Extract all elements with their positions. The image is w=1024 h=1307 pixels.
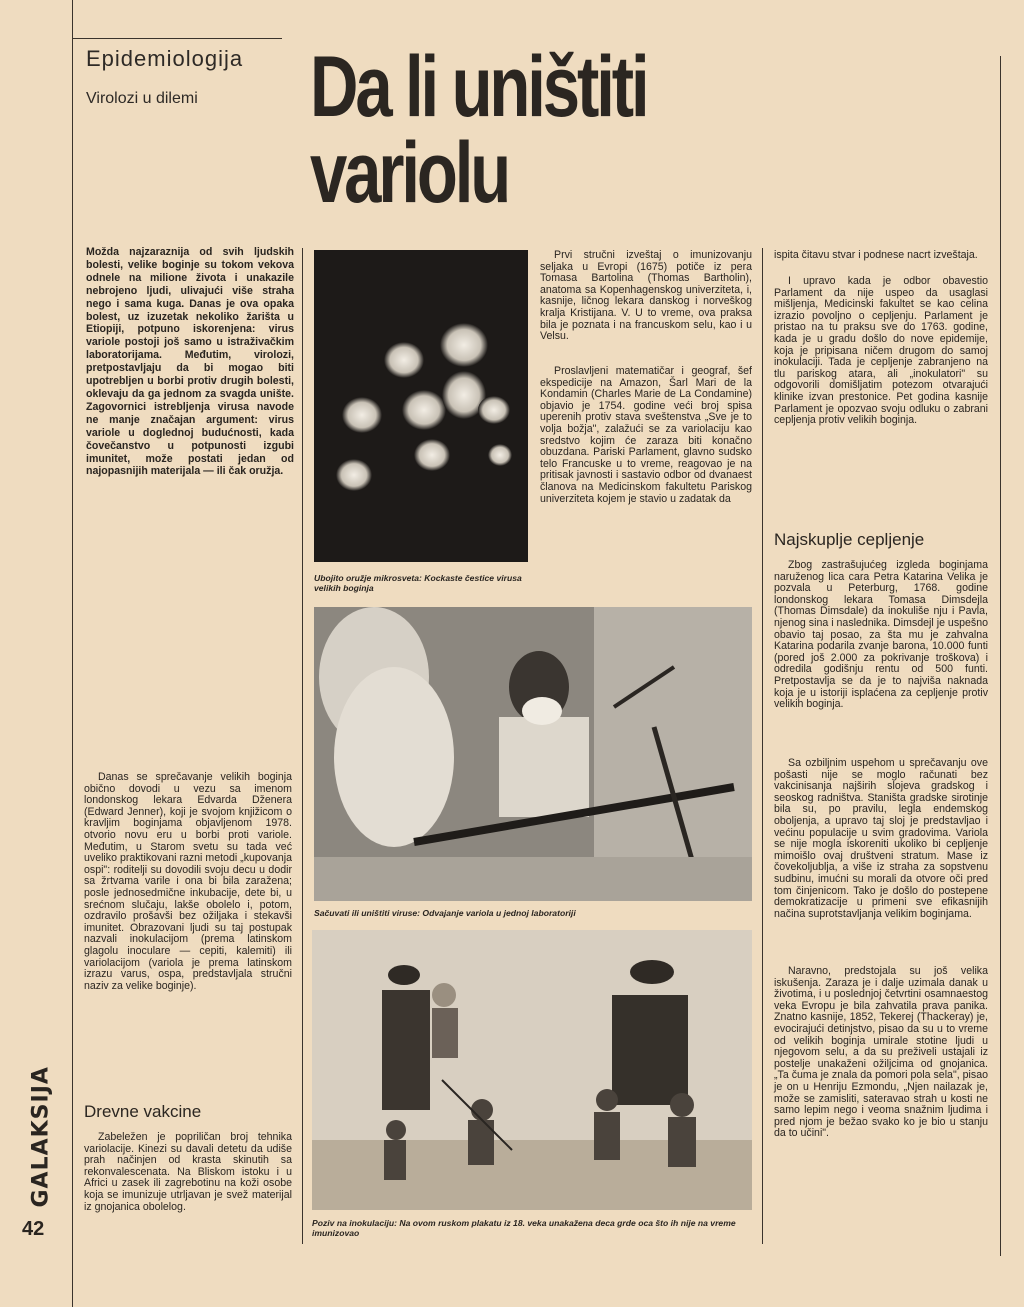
caption-photo-2: Sačuvati ili uništiti viruse: Odvajanje variola u jednoj laboratoriji	[314, 908, 576, 918]
caption-photo-3: Poziv na inokulaciju: Na ovom ruskom plakatu iz 18. veka unakažena deca grde oca što ih nije na vreme imunizovao	[312, 1218, 736, 1238]
header-rule	[72, 38, 282, 39]
subhead-najskuplje-cepljenje: Najskuplje cepljenje	[774, 530, 925, 549]
subhead-drevne-vakcine: Drevne vakcine	[84, 1102, 202, 1121]
column-1-body-2: Zabeležen je popriličan broj tehnika variolacije. Kinezi su davali detetu da udiše prah načinjen od krasta skinutih sa rekonvalescenata. Na Bliskom istoku i u Africi u zasek ili zagrebotinu na koži osobe koja se imunizuje utrljavan je svež materijal iz gnojanica obolelog.	[84, 1131, 292, 1213]
title-line-2: variolu	[310, 125, 509, 221]
photo-russian-poster	[312, 930, 752, 1210]
laboratory-image	[314, 607, 752, 901]
column-divider-2	[762, 248, 763, 1244]
page-number: 42	[22, 1218, 45, 1240]
caption-photo-1: Ubojito oružje mikrosveta: Kockaste čestice virusa velikih boginja	[314, 573, 522, 593]
column-4-body-5: Naravno, predstojala su još velika iskušenja. Zaraza je i dalje uzimala danak u životima, i u poslednjoj četvrtini osamnaestog veka Evropu je bila zahvatila prava panika. Znatno kasnije, 1852, Tekerej (Thackeray) je, evocirajući detinjstvo, pisao da su u to vreme od velikih boginja umirale stotine ljudi u njegovom selu, a da su preživeli ustajali iz postelje unakaženi ožiljcima od gnojanica. „Ta čuma je znala da pomori pola sela", pisao je on u Henriju Ezmondu, „Njen nailazak je, može se zamisliti, sateravao strah u kosti ne samo lepim nego i veoma snažnim ljudima i pred njom je bežao svako ko je bio u stanju da to učini".	[774, 965, 988, 1140]
photo-virus-particles	[314, 250, 528, 562]
virus-particles-image	[314, 250, 528, 562]
column-divider-1	[302, 248, 303, 1244]
section-label: Epidemiologija	[86, 46, 244, 71]
right-margin-rule	[1000, 56, 1001, 1256]
page-title	[310, 39, 677, 221]
column-1-body: Danas se sprečavanje velikih boginja obično dovodi u vezu sa imenom londonskog lekara Edvarda Dženera (Edward Jenner), koji je svojom knjižicom o kravljim boginjama objavljenom 1978. otvorio novu eru u borbi proti variole. Međutim, u Starom svetu su tada već uveliko praktikovani razni metodi „kupovanja ospi": roditelji su dovodili svoju decu u dodir sa žrtvama varile i ona bi bila zaražena; posle jednosedmične inkubacije, dete bi, u srećnom slučaju, lakše obolelo i, potom, ozdravilo prošavši bez ožiljaka i stekavši imunitet. Obrazovani ljudi su taj postupak nazvali inokulacijom (prema latinskom glagolu inoculare — cepiti, kalemiti) ili variolacijom (variola je prema latinskom izrazu varus, ospa, predstavljala stručni naziv za velike boginje).	[84, 771, 292, 992]
poster-image	[312, 930, 752, 1210]
column-4-body-4: Sa ozbiljnim uspehom u sprečavanju ove pošasti nije se moglo računati bez vakcinisanja najširih slojeva gradskog i seoskog radništva. Staništa gradske sirotinje bila su, po pravilu, legla endemskog oboljenja, a upravo taj sloj je predstavljao i većinu populacije u svim gradovima. Variola se nije mogla iskoreniti ukoliko bi cepljenje mimoišlo ovaj društveni stratum. Mase iz čovekoljublja, a više iz straha za sopstvenu sudbinu, imućni su morali da otvore oči pred tom činjenicom. Tako je došlo do postepene demokratizacije u primeni sve efikasnijih načina suprotstavljanja velikim boginjama.	[774, 757, 988, 920]
magazine-logo	[20, 1066, 60, 1210]
lead-paragraph: Možda najzaraznija od svih ljudskih bolesti, velike boginje su tokom vekova odnele na milione života i unakazile nebrojeno ljudi, ulivajući više straha nego i sama kuga. Danas je ova opaka bolest, uz izuzetak nekoliko žarišta u Etiopiji, potpuno iskorenjena: virus variole postoji još samo u istraživačkim laboratorijama. Međutim, virolozi, pretpostavljaju da bi mogao biti upotrebljen u borbi protiv drugih bolesti, oklevaju da ga jednom za svagda unište. Zagovornici istrebljenja virusa navode ne manje značajan argument: virus variole u doglednoj budućnosti, kada čovečanstvo u potpunosti izgubi imunitet, može postati jedan od najopasnijih materijala — ili čak oružja.	[86, 246, 294, 478]
photo-laboratory	[314, 607, 752, 901]
subsection-label: Virolozi u dilemi	[86, 90, 198, 107]
magazine-name: GALAKSIJA	[28, 1066, 54, 1208]
column-4-body: ispita čitavu stvar i podnese nacrt izveštaja.	[774, 249, 978, 261]
column-3-body-2: Proslavljeni matematičar i geograf, šef ekspedicije na Amazon, Šarl Mari de la Kondamin (Charles Marie de La Condamine) objavio je 1754. godine veći broj spisa uperenih protiv stava sveštenstva „Sve je to volja božja", zalažući se za variolaciju kao sredstvo kojim će zaraza biti konačno obuzdana. Pariski Parlament, glavno sudsko telo Francuske u to vreme, reagovao je na pritisak javnosti i sastavio odbor od dvanaest članova na Medicinskom fakultetu Pariskog univerziteta kojem je stavio u zadatak da	[540, 365, 752, 505]
column-4-body-3: Zbog zastrašujućeg izgleda boginjama naruženog lica cara Petra Katarina Velika je pozvala u Peterburg, 1768. godine londonskog lekara Tomasa Dimsdejla (Thomas Dimsdale) da inokuliše nju i Pavla, njenog sina i naslednika. Dimsdejl je uspešno obavio taj posao, za šta mu je zahvalna Katarina podarila zvanje barona, 10.000 funti (pored još 2.000 za pokrivanje troškova) i odredila godišnju rentu od 500 funti. Pretpostavlja se da je to najviša naknada koja je u istoriji isplaćena za cepljenje protiv velikih boginja.	[774, 559, 988, 711]
column-4-body-2: I upravo kada je odbor obavestio Parlament da nije uspeo da usaglasi mišljenja, Medicinski fakultet se kao celina izrazio povoljno o cepljenju. Parlament je pristao na tu praksu sve do 1763. godine, kada je u gradu došlo do nove epidemije, koja je pripisana ničem drugom do samoj inokulaciji. Tada je cepljenje zabranjeno na tlu pariskog atara, ali „inokulatori" su odgovorili domišljatim potezom otvarajući klinike izvan prestonice. Pet godina kasnije Parlament je opozvao svoju odluku o zabrani cepljenja protiv velikih boginja.	[774, 275, 988, 427]
title-line-1: Da li uništiti	[310, 39, 647, 135]
column-3-body: Prvi stručni izveštaj o imunizovanju seljaka u Evropi (1675) potiče iz pera Tomasa Bartolina (Thomas Bartholin), anatoma sa Kopenhagenskog univerziteta, i, kasnije, ličnog lekara danskog i norveškog kralja Kristijana. V. U to vreme, ova praksa bila je poznata i na francuskom selu, kao i u Velsu.	[540, 249, 752, 343]
left-margin-rule	[72, 0, 73, 1307]
